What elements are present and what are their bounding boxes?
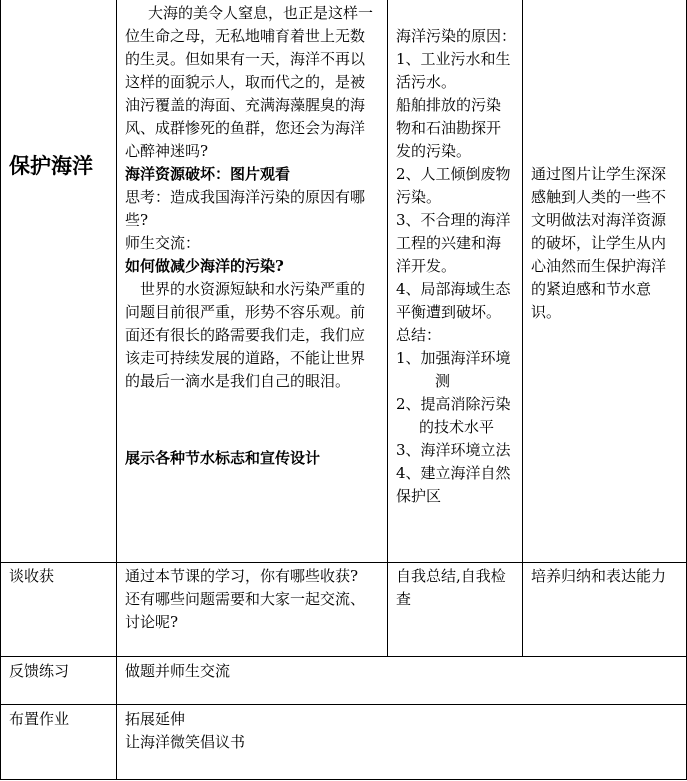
teaching-content-homework	[125, 708, 383, 754]
student-line: 测	[435, 372, 451, 390]
student-line: 洋开发。	[396, 257, 457, 275]
row-title-homework: 布置作业	[9, 710, 70, 728]
row-title-protect-ocean: 保护海洋	[9, 153, 93, 178]
column-divider	[0, 0, 1, 780]
student-line: 总结：	[396, 326, 442, 344]
student-line: 2、人工倾倒废物	[396, 165, 511, 183]
reduce-line: 该走可持续发展的道路，不能让世界	[125, 349, 366, 367]
student-line: 保护区	[396, 487, 442, 505]
student-line: 3、不合理的海洋	[396, 211, 511, 229]
teaching-content-feedback: 做题并师生交流	[125, 662, 231, 680]
teaching-content-harvest	[125, 565, 383, 634]
row-divider	[0, 656, 687, 657]
column-divider	[116, 0, 117, 780]
harvest-line: 通过本节课的学习，你有哪些收获?	[125, 567, 359, 585]
student-line: 4、局部海域生态	[396, 280, 511, 298]
intent-line: 心油然而生保护海洋	[531, 257, 667, 275]
harvest-student-line: 自我总结,自我检	[396, 567, 506, 585]
intro-line: 的生灵。但如果有一天，海洋不再以	[125, 50, 366, 68]
homework-line: 拓展延伸	[125, 710, 186, 728]
intro-line: 风、成群惨死的鱼群，您还会为海洋	[125, 119, 366, 137]
row-divider	[0, 779, 687, 780]
student-line: 海洋污染的原因：	[396, 27, 517, 45]
student-line: 发的污染。	[396, 142, 472, 160]
heading-display-designs: 展示各种节水标志和宣传设计	[125, 449, 321, 467]
student-line: 物和石油勘探开	[396, 119, 502, 137]
intro-line: 大海的美令人窒息，也正是这样一	[148, 4, 374, 22]
intro-line: 这样的面貌示人，取而代之的，是被	[125, 73, 366, 91]
column-divider	[387, 0, 388, 657]
question-line: 思考：造成我国海洋污染的原因有哪	[125, 188, 366, 206]
column-divider	[522, 0, 523, 657]
intent-line: 通过图片让学生深深	[531, 165, 667, 183]
reduce-line: 世界的水资源短缺和水污染严重的	[140, 280, 366, 298]
intent-line: 文明做法对海洋资源	[531, 211, 667, 229]
student-activity-protect-ocean	[396, 25, 520, 508]
harvest-student-line: 查	[396, 590, 412, 608]
question-line: 些?	[125, 211, 149, 229]
exchange-label: 师生交流：	[125, 234, 201, 252]
reduce-line: 问题目前很严重，形势不容乐观。前	[125, 303, 366, 321]
homework-line: 让海洋微笑倡议书	[125, 733, 246, 751]
design-intent-harvest: 培养归纳和表达能力	[531, 567, 667, 585]
row-divider	[0, 562, 687, 563]
reduce-line: 的最后一滴水是我们自己的眼泪。	[125, 372, 351, 390]
student-line: 4、建立海洋自然	[396, 464, 511, 482]
student-line: 污染。	[396, 188, 442, 206]
student-line: 工程的兴建和海	[396, 234, 502, 252]
intro-line: 心醉神迷吗?	[125, 142, 209, 160]
row-title-harvest: 谈收获	[9, 567, 55, 585]
student-line: 1、加强海洋环境	[396, 349, 511, 367]
intent-line: 识。	[531, 303, 562, 321]
harvest-line: 讨论呢?	[125, 613, 179, 631]
student-line: 的技术水平	[419, 418, 495, 436]
teaching-content-protect-ocean	[125, 2, 383, 393]
harvest-line: 还有哪些问题需要和大家一起交流、	[125, 590, 366, 608]
intent-line: 的破坏，让学生从内	[531, 234, 667, 252]
intent-line: 感触到人类的一些不	[531, 188, 667, 206]
design-intent-protect-ocean	[531, 163, 683, 324]
student-line: 平衡遭到破坏。	[396, 303, 502, 321]
student-line: 活污水。	[396, 73, 457, 91]
row-divider	[0, 704, 687, 705]
heading-reduce-pollution: 如何做减少海洋的污染?	[125, 257, 284, 275]
student-line: 2、提高消除污染	[396, 395, 511, 413]
intro-line: 油污覆盖的海面、充满海藻腥臭的海	[125, 96, 366, 114]
intent-line: 的紧迫感和节水意	[531, 280, 652, 298]
student-activity-harvest	[396, 565, 520, 611]
heading-resource-damage: 海洋资源破坏：图片观看	[125, 165, 291, 183]
student-line: 3、海洋环境立法	[396, 441, 511, 459]
reduce-line: 面还有很长的路需要我们走，我们应	[125, 326, 366, 344]
intro-line: 位生命之母，无私地哺育着世上无数	[125, 27, 366, 45]
student-line: 1、工业污水和生	[396, 50, 511, 68]
student-line: 船舶排放的污染	[396, 96, 502, 114]
row-title-feedback: 反馈练习	[9, 662, 70, 680]
